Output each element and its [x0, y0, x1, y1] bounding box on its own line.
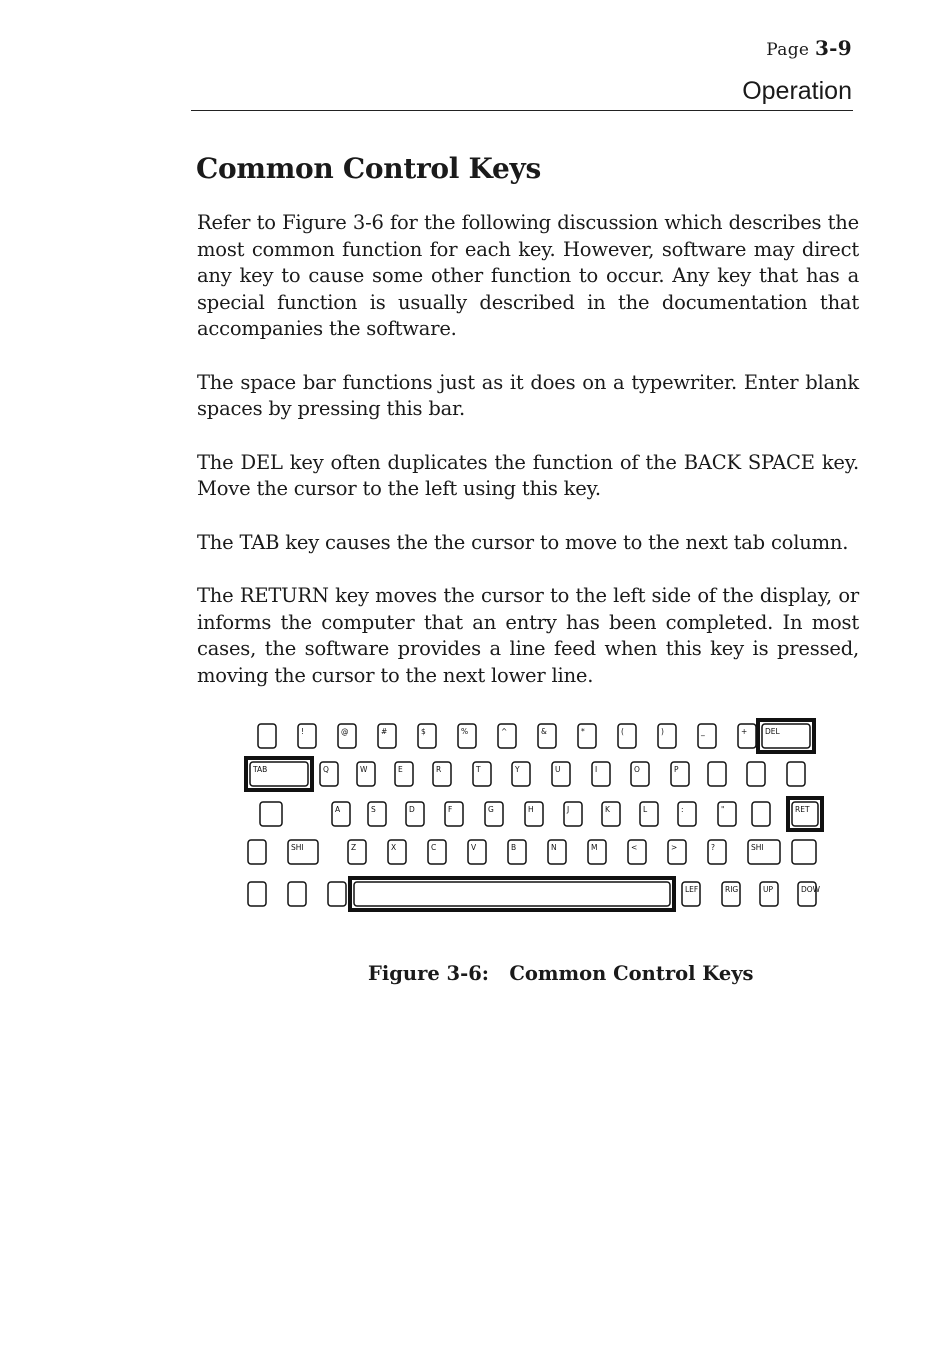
- key-label: E: [398, 765, 403, 774]
- keyboard-key-down: [798, 882, 821, 906]
- keyboard-key-e: [395, 762, 413, 786]
- keyboard-key-z: [348, 840, 366, 864]
- keyboard-key-q: [320, 762, 338, 786]
- key-cap: [248, 840, 266, 864]
- keyboard-key-l: [640, 802, 658, 826]
- key-label: K: [605, 805, 610, 814]
- keyboard-key--: [718, 802, 736, 826]
- keyboard-key-del: [758, 720, 814, 752]
- keyboard-key-return: [788, 798, 822, 830]
- key-label: RET: [795, 805, 810, 814]
- paragraph: The DEL key often duplicates the function of the BACK SPACE key. Move the cursor to the left using this key.: [197, 450, 859, 500]
- keyboard-key-u: [552, 762, 570, 786]
- key-label: S: [371, 805, 376, 814]
- paragraph: Refer to Figure 3-6 for the following discussion which describes the most common function for each key. However, software may direct any key to cause some other function to occur. Any key that has a special function is usually described in the documentation that accompanies the software.: [197, 211, 859, 340]
- keyboard-key-f: [445, 802, 463, 826]
- key-label: ": [721, 805, 725, 814]
- key-label: F: [448, 805, 453, 814]
- key-label: W: [360, 765, 368, 774]
- key-cap: [752, 802, 770, 826]
- keyboard-key--: [418, 724, 436, 748]
- section-title: Operation: [742, 77, 852, 105]
- key-label: B: [511, 843, 517, 852]
- key-label: X: [391, 843, 397, 852]
- keyboard-key--: [298, 724, 316, 748]
- key-label: O: [634, 765, 640, 774]
- figure-caption-number: Figure 3-6:: [368, 962, 489, 985]
- keyboard-key-blank: [248, 840, 266, 864]
- key-label: P: [674, 765, 679, 774]
- keyboard-key-c: [428, 840, 446, 864]
- keyboard-key-d: [406, 802, 424, 826]
- keyboard-key--: [628, 840, 646, 864]
- key-cap: [354, 882, 670, 906]
- key-label: DEL: [765, 727, 780, 736]
- keyboard-key-blank: [328, 882, 346, 906]
- figure-caption: [368, 962, 754, 985]
- keyboard-key-blank: [248, 882, 266, 906]
- key-label: :: [681, 805, 684, 814]
- paragraph: The TAB key causes the the cursor to move to the next tab column.: [197, 530, 849, 554]
- key-label: @: [341, 727, 349, 736]
- key-label: RIG: [725, 885, 739, 894]
- keyboard-key-r: [433, 762, 451, 786]
- key-label: I: [595, 765, 598, 774]
- keyboard-key-k: [602, 802, 620, 826]
- keyboard-key--: [668, 840, 686, 864]
- keyboard-key--: [578, 724, 596, 748]
- keyboard-key-v: [468, 840, 486, 864]
- key-cap: [248, 882, 266, 906]
- keyboard-key-p: [671, 762, 689, 786]
- keyboard-key--: [678, 802, 696, 826]
- keyboard-key-right: [722, 882, 740, 906]
- keyboard-key--: [738, 724, 756, 748]
- keyboard-key-h: [525, 802, 543, 826]
- keyboard-key-n: [548, 840, 566, 864]
- key-label: _: [701, 727, 705, 736]
- key-label: DOW: [801, 885, 821, 894]
- keyboard-key--: [498, 724, 516, 748]
- keyboard-key-tab: [246, 758, 312, 790]
- key-cap: [288, 882, 306, 906]
- keyboard-key-o: [631, 762, 649, 786]
- keyboard-key-shift: [748, 840, 780, 864]
- keyboard-key--: [458, 724, 476, 748]
- paragraph: The RETURN key moves the cursor to the left side of the display, or informs the computer that an entry has been completed. In most cases, the software provides a line feed when this key is pressed, moving the cursor to the next lower line.: [197, 584, 859, 687]
- key-label: D: [409, 805, 415, 814]
- key-cap: [260, 802, 282, 826]
- keyboard-key-m: [588, 840, 606, 864]
- key-label: J: [567, 805, 570, 814]
- key-label: L: [643, 805, 648, 814]
- keyboard-key-shift: [288, 840, 318, 864]
- keyboard-diagram: [242, 712, 832, 922]
- keyboard-key-i: [592, 762, 610, 786]
- key-cap: [792, 840, 816, 864]
- key-label: H: [528, 805, 534, 814]
- key-cap: [708, 762, 726, 786]
- key-label: SHI: [291, 843, 304, 852]
- key-label: ^: [501, 727, 508, 736]
- keyboard-key-blank: [747, 762, 765, 786]
- key-label: SHI: [751, 843, 764, 852]
- page-number-value: 3-9: [814, 36, 852, 60]
- keyboard-key-blank: [792, 840, 816, 864]
- key-label: Q: [323, 765, 329, 774]
- key-label: TAB: [253, 765, 268, 774]
- keyboard-key-g: [485, 802, 503, 826]
- keyboard-key--: [538, 724, 556, 748]
- keyboard-key-b: [508, 840, 526, 864]
- keyboard-key-left: [682, 882, 700, 906]
- keyboard-key--: [658, 724, 676, 748]
- keyboard-key--: [618, 724, 636, 748]
- key-cap: [258, 724, 276, 748]
- key-cap: [787, 762, 805, 786]
- key-label: %: [461, 727, 469, 736]
- keyboard-key-j: [564, 802, 582, 826]
- keyboard-key-s: [368, 802, 386, 826]
- page-number: [766, 36, 852, 60]
- keyboard-key-blank: [708, 762, 726, 786]
- key-label: R: [436, 765, 442, 774]
- keyboard-key-up: [760, 882, 778, 906]
- key-label: M: [591, 843, 598, 852]
- keyboard-key-y: [512, 762, 530, 786]
- page-heading: Common Control Keys: [196, 152, 541, 185]
- keyboard-key--: [338, 724, 356, 748]
- key-label: V: [471, 843, 477, 852]
- key-label: ): [661, 727, 664, 736]
- paragraph: The space bar functions just as it does on a typewriter. Enter blank spaces by pressing this bar.: [197, 370, 859, 420]
- keyboard-key-a: [332, 802, 350, 826]
- keyboard-key-blank: [787, 762, 805, 786]
- key-label: (: [621, 727, 624, 736]
- keyboard-key-blank: [288, 882, 306, 906]
- key-label: A: [335, 805, 341, 814]
- keyboard-key--: [698, 724, 716, 748]
- page-label: Page: [766, 40, 810, 60]
- key-label: T: [476, 765, 481, 774]
- key-label: &: [541, 727, 547, 736]
- key-cap: [747, 762, 765, 786]
- key-label: #: [381, 727, 388, 736]
- keyboard-key-t: [473, 762, 491, 786]
- key-label: U: [555, 765, 561, 774]
- key-label: G: [488, 805, 494, 814]
- key-label: Z: [351, 843, 357, 852]
- key-label: !: [301, 727, 305, 736]
- key-label: N: [551, 843, 557, 852]
- key-label: $: [421, 727, 426, 736]
- key-cap: [328, 882, 346, 906]
- key-label: >: [671, 843, 678, 852]
- key-label: +: [741, 727, 748, 736]
- keyboard-key-x: [388, 840, 406, 864]
- figure-caption-title: Common Control Keys: [509, 962, 754, 985]
- keyboard-key-blank: [752, 802, 770, 826]
- header-rule: [191, 110, 853, 111]
- keyboard-key-space: [350, 878, 674, 910]
- keyboard-key-blank: [258, 724, 276, 748]
- keyboard-key-w: [357, 762, 375, 786]
- keyboard-key--: [378, 724, 396, 748]
- key-label: *: [581, 727, 585, 736]
- key-label: <: [631, 843, 638, 852]
- body-text: [197, 210, 859, 716]
- keyboard-key--: [708, 840, 726, 864]
- key-label: UP: [763, 885, 774, 894]
- key-label: LEF: [685, 885, 699, 894]
- keyboard-figure: [242, 712, 832, 926]
- key-label: Y: [515, 765, 520, 774]
- key-label: ?: [711, 843, 715, 852]
- keyboard-key-blank: [260, 802, 282, 826]
- key-label: C: [431, 843, 437, 852]
